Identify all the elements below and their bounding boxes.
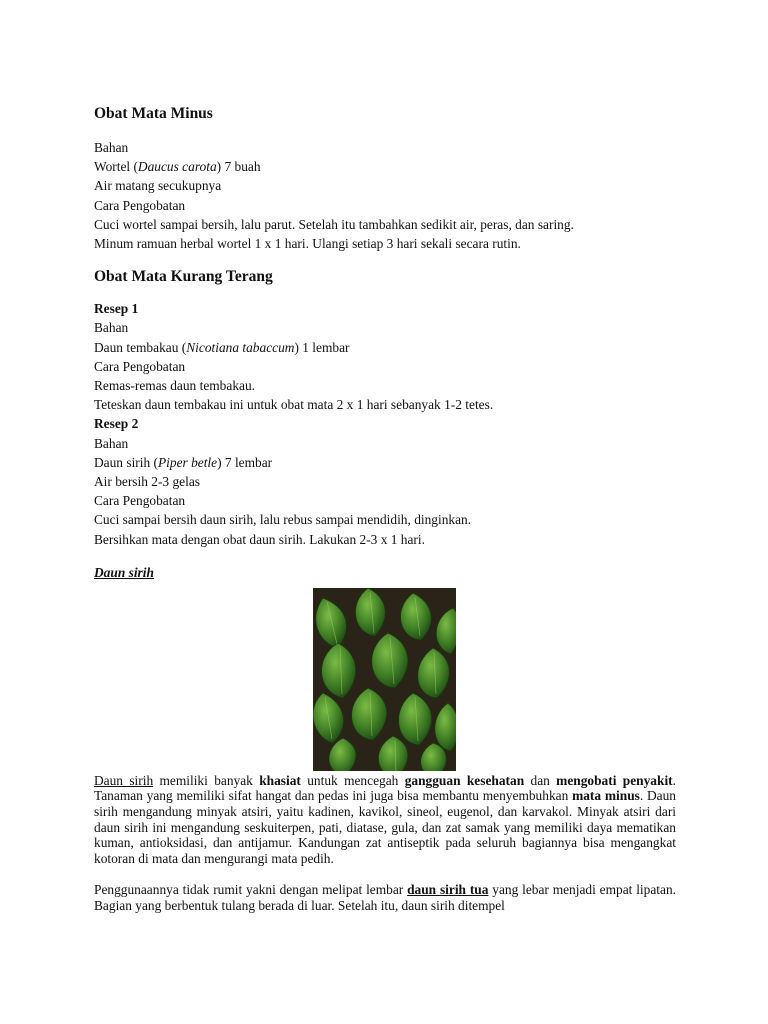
ingredient-air: Air matang secukupnya: [94, 178, 222, 194]
ingredient-air-bersih: Air bersih 2-3 gelas: [94, 474, 200, 490]
step-line: Remas-remas daun tembakau.: [94, 378, 256, 394]
bahan-label: Bahan: [94, 140, 129, 155]
daun-sirih-link[interactable]: Daun sirih: [94, 564, 154, 580]
step-line: Bersihkan mata dengan obat daun sirih. Lakukan 2-3 x 1 hari.: [94, 531, 425, 547]
cara-label: Cara Pengobatan: [94, 493, 186, 509]
daun-sirih-paragraph-1: Daun sirih memiliki banyak khasiat untuk mencegah gangguan kesehatan dan mengobati penyakit. Tanaman yang memiliki sifat hangat dan pedas ini juga bisa membantu menyembuhkan mata minus. Daun sirih mengandung minyak atsiri, yaitu kadinen, kavikol, sineol, eugenol, dan karvakol. Minyak atsiri dari daun sirih ini mengandung seskuiterpen, pati, diatase, gula, dan zat samak yang memiliki daya mematikan kuman, antioksidasi, dan antijamur. Kandungan zat antiseptik pada seluruh bagiannya bisa mengangkat kotoran di mata dan mengurangi mata pedih.: [94, 772, 676, 866]
bahan-label: Bahan: [94, 435, 129, 451]
document-page: [94, 104, 676, 914]
bahan-label: Bahan: [94, 320, 129, 336]
resep1-label: Resep 1: [94, 301, 139, 317]
resep2-label: Resep 2: [94, 416, 139, 432]
heading-obat-mata-kurang-terang: Obat Mata Kurang Terang: [94, 268, 273, 286]
ingredient-sirih: Daun sirih (Piper betle) 7 lembar: [94, 454, 273, 470]
ingredient-wortel: Wortel (Daucus carota) 7 buah: [94, 159, 261, 175]
step-line: Teteskan daun tembakau ini untuk obat mata 2 x 1 hari sebanyak 1-2 tetes.: [94, 397, 494, 413]
daun-sirih-paragraph-2: Penggunaannya tidak rumit yakni dengan melipat lembar daun sirih tua yang lebar menjadi empat lipatan. Bagian yang berbentuk tulang berada di luar. Setelah itu, daun sirih ditempel: [94, 882, 676, 914]
step-line: Cuci sampai bersih daun sirih, lalu rebus sampai mendidih, dinginkan.: [94, 512, 472, 528]
step-line: Cuci wortel sampai bersih, lalu parut. Setelah itu tambahkan sedikit air, peras, dan saring.: [94, 216, 574, 232]
step-line: Minum ramuan herbal wortel 1 x 1 hari. Ulangi setiap 3 hari sekali secara rutin.: [94, 236, 521, 252]
cara-label: Cara Pengobatan: [94, 358, 186, 374]
betel-leaf-photo: [313, 588, 456, 771]
cara-label: Cara Pengobatan: [94, 197, 186, 213]
heading-obat-mata-minus: Obat Mata Minus: [94, 105, 213, 122]
ingredient-tembakau: Daun tembakau (Nicotiana tabaccum) 1 lembar: [94, 339, 350, 355]
